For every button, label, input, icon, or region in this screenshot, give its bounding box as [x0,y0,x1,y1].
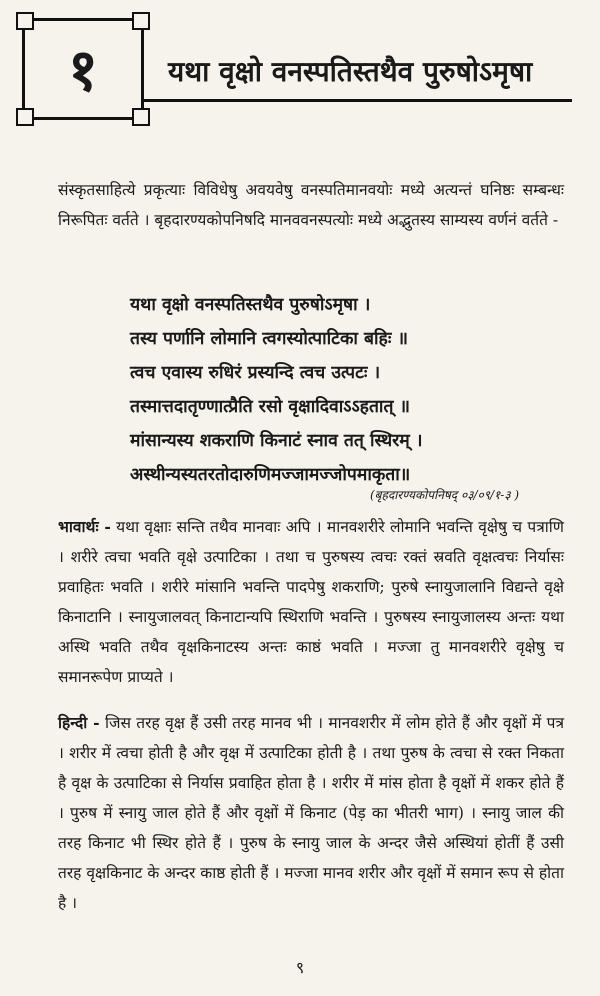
verse-block [130,288,510,492]
verse-line: यथा वृक्षो वनस्पतिस्तथैव पुरुषोऽमृषा । [130,295,371,315]
hindi-paragraph [58,708,564,918]
verse-line: मांसान्यस्य शकराणि किनाटं स्नाव तत् स्थिरम् । [130,431,423,451]
hindi-text: जिस तरह वृक्ष हैं उसी तरह मानव भी । मानवशरीर में लोम होते हैं और वृक्षों में पत्र । शरीर में त्वचा होती है और वृक्ष में उत्पाटिका होती है । तथा पुरुष के त्वचा से रक्त निकता है वृक्ष के उत्पाटिका से निर्यास प्रवाहित होता है । शरीर में मांस होता है वृक्षों में शकर होते हैं । पुरुष में स्नायु जाल होते हैं और वृक्षों में किनाट (पेड़ का भीतरी भाग) । स्नायु जाल की तरह किनाट भी स्थिर होते हैं । पुरुष के स्नायु जाल के अन्दर जैसे अस्थियां होतीं हैं उसी तरह वृक्षकिनाट के अन्दर काष्ठ होती हैं । मज्जा मानव शरीर और वृक्षों में समान रूप से होता है । [58,714,564,912]
chapter-title: यथा वृक्षो वनस्पतिस्तथैव पुरुषोऽमृषा [168,55,533,88]
verse-line: तस्मात्तदातृण्णात्प्रैति रसो वृक्षादिवाऽऽहतात् ॥ [130,397,411,417]
verse-citation: (बृहदारण्यकोपनिषद् ०३/०९/१-३ ) [370,488,520,502]
frame-corner-ornament [16,12,34,30]
verse-line: तस्य पर्णानि लोमानि त्वगस्योत्पाटिका बहिः ॥ [130,329,408,349]
intro-paragraph: संस्कृतसाहित्ये प्रकृत्याः विविधेषु अवयवेषु वनस्पतिमानवयोः मध्ये अत्यन्तं घनिष्ठः सम्बन्धः निरूपितः वर्तते । बृहदारण्यकोपनिषदि मानववनस्पत्योः मध्ये अद्भुतस्य साम्यस्य वर्णनं वर्तते - [58,181,564,229]
bhavartha-label: भावार्थः - [58,517,111,536]
hindi-label: हिन्दी - [58,713,100,732]
frame-corner-ornament [132,12,150,30]
bhavartha-text: यथा वृक्षाः सन्ति तथैव मानवाः अपि । मानवशरीरे लोमानि भवन्ति वृक्षेषु च पत्राणि । शरीरे त्वचा भवति वृक्षे उत्पाटिका । तथा च पुरुषस्य त्वचः रक्तं स्रवति वृक्षत्वचः निर्यासः प्रवाहितः भवति । शरीरे मांसानि भवन्ति पादपेषु शकराणि; पुरुषे स्नायुजालानि विद्यन्ते वृक्षे किनाटानि । स्नायुजालवत् किनाटान्यपि स्थिराणि भवन्ति । पुरुषस्य स्नायुजालस्य अन्तः यथा अस्थि भवति तथैव वृक्षकिनाटस्य अन्तः काष्ठं भवति । मज्जा तु मानवशरीरे वृक्षेषु च समानरूपेण प्राप्यते । [58,518,565,686]
frame-corner-ornament [16,108,34,126]
bhavartha-paragraph [58,512,564,692]
chapter-number: १ [67,36,99,104]
verse-line: त्वच एवास्य रुधिरं प्रस्यन्दि त्वच उत्पटः । [130,363,381,383]
chapter-number-box [22,18,144,120]
page-number: ९ [295,958,305,977]
frame-corner-ornament [132,108,150,126]
header-divider [144,99,572,102]
verse-line: अस्थीन्यस्यतरतोदारुणिमज्जामज्जोपमाकृता॥ [130,465,411,485]
